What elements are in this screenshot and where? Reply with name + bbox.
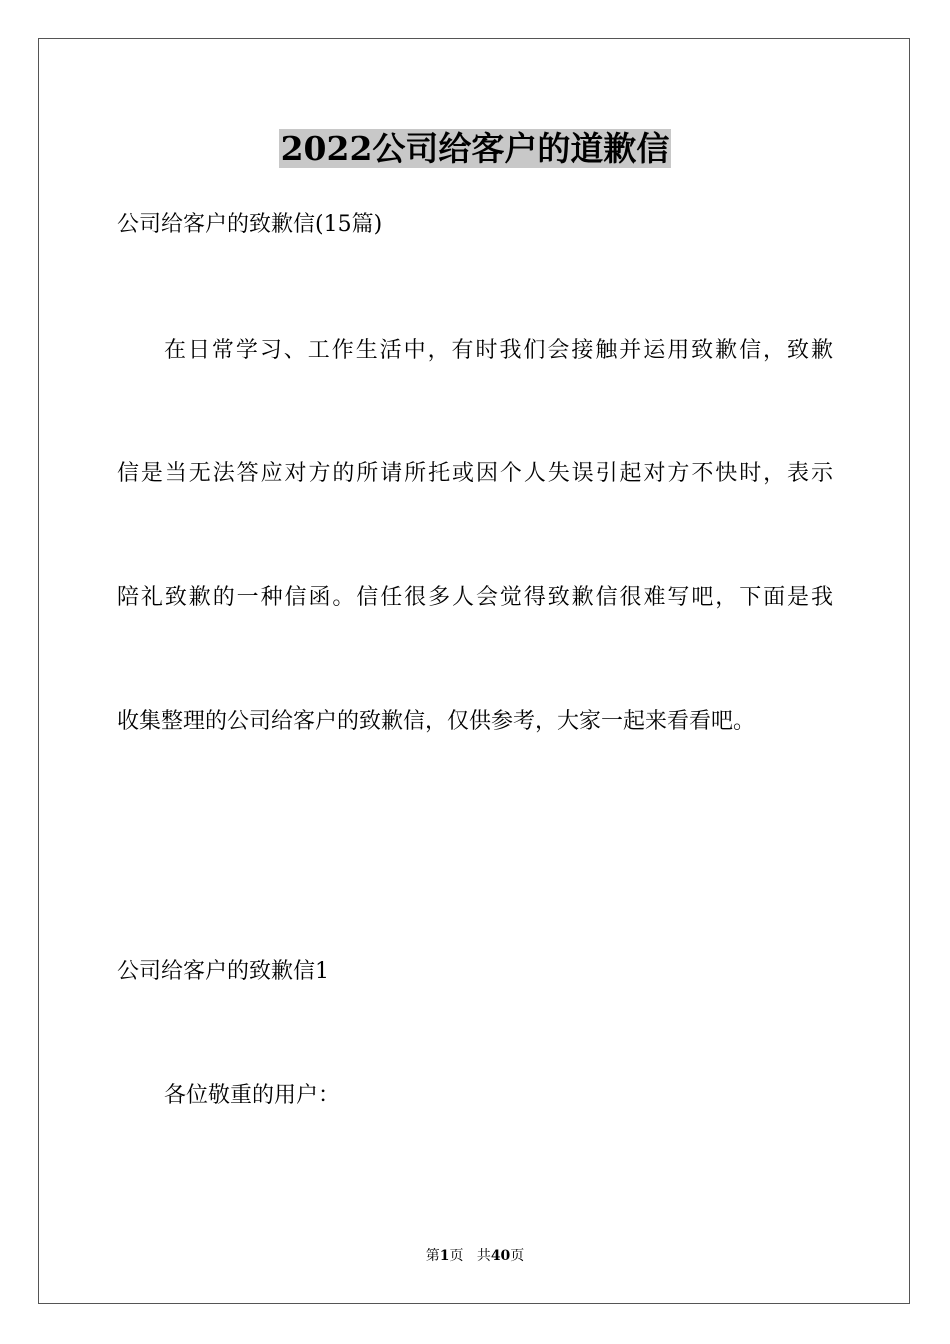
footer-page-suffix: 页 — [449, 1248, 464, 1264]
footer-page-number: 1 — [439, 1248, 450, 1264]
footer-total-suffix: 页 — [510, 1248, 525, 1264]
intro-line-1: 在日常学习、工作生活中，有时我们会接触并运用致歉信，致歉 — [164, 338, 833, 363]
intro-line-3: 陪礼致歉的一种信函。信任很多人会觉得致歉信很难写吧，下面是我 — [117, 585, 833, 610]
intro-line-4: 收集整理的公司给客户的致歉信，仅供参考，大家一起来看看吧。 — [117, 709, 756, 734]
document-subtitle: 公司给客户的致歉信(15篇) — [117, 212, 383, 237]
intro-line-2: 信是当无法答应对方的所请所托或因个人失误引起对方不快时，表示 — [117, 461, 833, 486]
page-footer — [0, 1246, 950, 1266]
document-title — [0, 126, 950, 172]
footer-page-prefix: 第 — [425, 1248, 440, 1264]
footer-total-pages: 40 — [490, 1248, 511, 1264]
footer-total-prefix: 共 — [476, 1248, 491, 1264]
section-heading: 公司给客户的致歉信1 — [117, 959, 329, 984]
salutation: 各位敬重的用户： — [164, 1083, 341, 1108]
document-title-text: 2022公司给客户的道歉信 — [280, 129, 670, 168]
